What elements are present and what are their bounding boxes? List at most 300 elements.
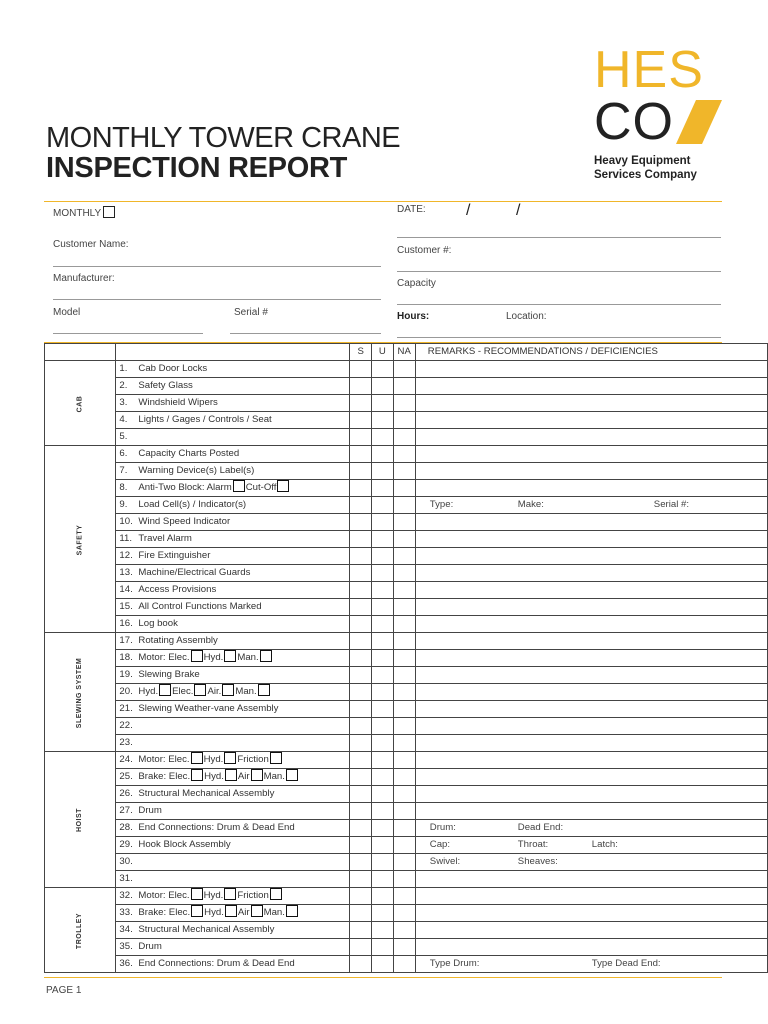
- rating-cell-u[interactable]: [371, 446, 393, 463]
- table-row: [45, 548, 768, 565]
- option-checkbox[interactable]: [225, 905, 237, 917]
- hours-label: Hours:: [397, 311, 430, 322]
- rating-cell-u[interactable]: [371, 939, 393, 956]
- remarks-cell[interactable]: [415, 786, 767, 803]
- remark-label: Type Dead End:: [591, 958, 661, 969]
- inspection-item: [116, 888, 350, 905]
- option-checkbox[interactable]: [286, 905, 298, 917]
- rating-cell-na[interactable]: [393, 633, 415, 650]
- date-label: DATE:: [397, 204, 426, 215]
- hours-location-input[interactable]: [397, 337, 721, 338]
- option-label: Hyd.: [203, 652, 224, 663]
- section-text: SLEWING SYSTEM: [76, 657, 84, 728]
- remarks-cell[interactable]: [415, 582, 767, 599]
- rating-cell-s[interactable]: [350, 650, 372, 667]
- rating-cell-s[interactable]: [350, 599, 372, 616]
- remark-label: Serial #:: [653, 499, 689, 510]
- rating-cell-s[interactable]: [350, 667, 372, 684]
- item-number: 33.: [119, 907, 133, 918]
- section-label-slewing: [45, 633, 116, 752]
- rating-cell-s[interactable]: [350, 616, 372, 633]
- rating-cell-na[interactable]: [393, 531, 415, 548]
- option-checkbox[interactable]: [251, 769, 263, 781]
- rating-cell-na[interactable]: [393, 395, 415, 412]
- section-label-cab: [45, 361, 116, 446]
- option-checkbox[interactable]: [260, 650, 272, 662]
- rating-cell-na[interactable]: [393, 939, 415, 956]
- rating-cell-u[interactable]: [371, 480, 393, 497]
- remark-label: Type Drum:: [429, 958, 480, 969]
- rating-cell-u[interactable]: [371, 956, 393, 973]
- item-label: End Connections: Drum & Dead End: [138, 822, 295, 833]
- rating-cell-s[interactable]: [350, 463, 372, 480]
- rating-cell-u[interactable]: [371, 718, 393, 735]
- rating-cell-s[interactable]: [350, 922, 372, 939]
- capacity-input[interactable]: [397, 304, 721, 305]
- date-input[interactable]: [397, 237, 721, 238]
- rating-cell-u[interactable]: [371, 497, 393, 514]
- table-row: [45, 565, 768, 582]
- table-row: [45, 871, 768, 888]
- rating-cell-na[interactable]: [393, 701, 415, 718]
- manufacturer-label: Manufacturer:: [53, 273, 115, 284]
- inspection-item: [116, 701, 350, 718]
- table-row: [45, 480, 768, 497]
- rating-cell-s[interactable]: [350, 735, 372, 752]
- item-label: Log book: [138, 618, 178, 629]
- table-row: [45, 446, 768, 463]
- rating-cell-na[interactable]: [393, 820, 415, 837]
- rating-cell-na[interactable]: [393, 429, 415, 446]
- rating-cell-na[interactable]: [393, 480, 415, 497]
- remark-label: Dead End:: [517, 822, 564, 833]
- option-label: Air: [237, 771, 250, 782]
- table-row: [45, 752, 768, 769]
- option-checkbox[interactable]: [191, 650, 203, 662]
- inspection-item: [116, 446, 350, 463]
- option-checkbox[interactable]: [258, 684, 270, 696]
- rating-cell-na[interactable]: [393, 922, 415, 939]
- item-label: Slewing Brake: [138, 669, 200, 680]
- remarks-cell[interactable]: [415, 514, 767, 531]
- rating-cell-u[interactable]: [371, 922, 393, 939]
- rating-cell-na[interactable]: [393, 565, 415, 582]
- rating-cell-u[interactable]: [371, 616, 393, 633]
- item-label: Motor: Elec.: [138, 652, 190, 663]
- rating-cell-u[interactable]: [371, 565, 393, 582]
- rating-cell-s[interactable]: [350, 701, 372, 718]
- rating-cell-na[interactable]: [393, 684, 415, 701]
- table-row: [45, 905, 768, 922]
- rating-cell-u[interactable]: [371, 650, 393, 667]
- inspection-item: [116, 395, 350, 412]
- rating-cell-s[interactable]: [350, 854, 372, 871]
- rating-cell-s[interactable]: [350, 769, 372, 786]
- rating-cell-s[interactable]: [350, 718, 372, 735]
- rating-cell-s[interactable]: [350, 531, 372, 548]
- serial-label: Serial #: [234, 307, 268, 318]
- rating-cell-s[interactable]: [350, 565, 372, 582]
- item-number: 24.: [119, 754, 133, 765]
- rating-cell-na[interactable]: [393, 718, 415, 735]
- rating-cell-na[interactable]: [393, 871, 415, 888]
- option-checkbox[interactable]: [224, 752, 236, 764]
- option-label: Hyd.: [203, 754, 224, 765]
- table-header-row: [45, 344, 768, 361]
- rating-cell-s[interactable]: [350, 429, 372, 446]
- item-number: 25.: [119, 771, 133, 782]
- option-label: Man.: [235, 686, 257, 697]
- rating-cell-na[interactable]: [393, 854, 415, 871]
- rating-cell-s[interactable]: [350, 888, 372, 905]
- option-checkbox[interactable]: [270, 888, 282, 900]
- item-number: 13.: [119, 567, 133, 578]
- table-row: [45, 820, 768, 837]
- remarks-cell[interactable]: [415, 463, 767, 480]
- rating-cell-u[interactable]: [371, 361, 393, 378]
- rating-cell-na[interactable]: [393, 412, 415, 429]
- item-label: Load Cell(s) / Indicator(s): [138, 499, 247, 510]
- rating-cell-u[interactable]: [371, 463, 393, 480]
- remarks-cell[interactable]: [415, 922, 767, 939]
- rating-cell-s[interactable]: [350, 939, 372, 956]
- remarks-cell[interactable]: [415, 871, 767, 888]
- inspection-item: [116, 548, 350, 565]
- table-row: [45, 786, 768, 803]
- item-number: 19.: [119, 669, 133, 680]
- date-sep-1: /: [466, 202, 471, 219]
- remarks-cell[interactable]: [415, 497, 767, 514]
- remarks-cell[interactable]: [415, 412, 767, 429]
- remarks-cell[interactable]: [415, 701, 767, 718]
- remarks-cell[interactable]: [415, 752, 767, 769]
- rating-cell-u[interactable]: [371, 429, 393, 446]
- remarks-cell[interactable]: [415, 548, 767, 565]
- inspection-item: [116, 667, 350, 684]
- rating-cell-s[interactable]: [350, 446, 372, 463]
- remarks-cell[interactable]: [415, 820, 767, 837]
- remarks-cell[interactable]: [415, 803, 767, 820]
- inspection-item: [116, 684, 350, 701]
- inspection-item: [116, 939, 350, 956]
- option-checkbox[interactable]: [233, 480, 245, 492]
- inspection-item: [116, 650, 350, 667]
- rating-cell-u[interactable]: [371, 684, 393, 701]
- section-label-hoist: [45, 752, 116, 888]
- item-number: 12.: [119, 550, 133, 561]
- serial-input[interactable]: [230, 333, 381, 334]
- rating-cell-na[interactable]: [393, 769, 415, 786]
- rating-cell-s[interactable]: [350, 820, 372, 837]
- remarks-cell[interactable]: [415, 837, 767, 854]
- inspection-item: [116, 956, 350, 973]
- remark-label: Make:: [517, 499, 544, 510]
- item-label: Rotating Assembly: [138, 635, 218, 646]
- rating-cell-s[interactable]: [350, 378, 372, 395]
- remarks-cell[interactable]: [415, 361, 767, 378]
- rating-cell-u[interactable]: [371, 548, 393, 565]
- item-label: Machine/Electrical Guards: [138, 567, 251, 578]
- option-label: Hyd.: [204, 907, 224, 918]
- remarks-cell[interactable]: [415, 684, 767, 701]
- rating-cell-u[interactable]: [371, 803, 393, 820]
- capacity-label: Capacity: [397, 278, 436, 289]
- item-number: 34.: [119, 924, 133, 935]
- rating-cell-u[interactable]: [371, 871, 393, 888]
- remarks-cell[interactable]: [415, 531, 767, 548]
- rating-cell-s[interactable]: [350, 905, 372, 922]
- table-row: [45, 463, 768, 480]
- rating-cell-s[interactable]: [350, 497, 372, 514]
- option-checkbox[interactable]: [286, 769, 298, 781]
- rating-cell-na[interactable]: [393, 361, 415, 378]
- remarks-cell[interactable]: [415, 378, 767, 395]
- table-row: [45, 412, 768, 429]
- option-checkbox[interactable]: [191, 888, 203, 900]
- rating-cell-na[interactable]: [393, 667, 415, 684]
- inspection-item: [116, 769, 350, 786]
- table-row: [45, 429, 768, 446]
- inspection-item: [116, 514, 350, 531]
- option-label: Man.: [263, 907, 285, 918]
- rating-cell-u[interactable]: [371, 412, 393, 429]
- item-number: 28.: [119, 822, 133, 833]
- remarks-cell[interactable]: [415, 905, 767, 922]
- remarks-cell[interactable]: [415, 854, 767, 871]
- option-checkbox[interactable]: [224, 888, 236, 900]
- remarks-cell[interactable]: [415, 650, 767, 667]
- option-checkbox[interactable]: [224, 650, 236, 662]
- rating-cell-u[interactable]: [371, 531, 393, 548]
- remarks-cell[interactable]: [415, 633, 767, 650]
- customer-number-label: Customer #:: [397, 245, 452, 256]
- rating-cell-u[interactable]: [371, 395, 393, 412]
- item-number: 18.: [119, 652, 133, 663]
- rating-cell-u[interactable]: [371, 854, 393, 871]
- table-row: [45, 667, 768, 684]
- rating-cell-u[interactable]: [371, 735, 393, 752]
- item-number: 22.: [119, 720, 133, 731]
- rating-cell-u[interactable]: [371, 701, 393, 718]
- rating-cell-s[interactable]: [350, 633, 372, 650]
- item-number: 17.: [119, 635, 133, 646]
- rating-cell-na[interactable]: [393, 497, 415, 514]
- rating-cell-na[interactable]: [393, 786, 415, 803]
- rating-cell-na[interactable]: [393, 514, 415, 531]
- rating-cell-na[interactable]: [393, 888, 415, 905]
- remarks-cell[interactable]: [415, 395, 767, 412]
- customer-name-input[interactable]: [53, 266, 381, 267]
- rating-cell-s[interactable]: [350, 752, 372, 769]
- rating-cell-na[interactable]: [393, 582, 415, 599]
- item-number: 11.: [119, 533, 133, 544]
- item-label: Drum: [138, 805, 162, 816]
- option-label: Elec.: [172, 686, 194, 697]
- inspection-item: [116, 820, 350, 837]
- item-number: 30.: [119, 856, 133, 867]
- rating-cell-u[interactable]: [371, 667, 393, 684]
- item-label: Anti-Two Block: Alarm: [138, 482, 232, 493]
- rating-cell-u[interactable]: [371, 582, 393, 599]
- rating-cell-u[interactable]: [371, 769, 393, 786]
- item-number: 14.: [119, 584, 133, 595]
- monthly-checkbox[interactable]: [103, 206, 115, 218]
- item-number: 9.: [119, 499, 128, 510]
- inspection-item: [116, 905, 350, 922]
- customer-number-input[interactable]: [397, 271, 721, 272]
- remark-label: Type:: [429, 499, 454, 510]
- inspection-item: [116, 616, 350, 633]
- section-text: SAFETY: [76, 524, 84, 555]
- logo-line-1: HES: [594, 41, 704, 99]
- col-na-header: NA: [393, 344, 415, 361]
- rating-cell-s[interactable]: [350, 582, 372, 599]
- option-checkbox[interactable]: [277, 480, 289, 492]
- item-number: 23.: [119, 737, 133, 748]
- remarks-cell[interactable]: [415, 888, 767, 905]
- table-row: [45, 531, 768, 548]
- remarks-cell[interactable]: [415, 480, 767, 497]
- table-row: [45, 854, 768, 871]
- option-label: Air.: [207, 686, 222, 697]
- monthly-label: MONTHLY: [53, 208, 102, 219]
- option-checkbox[interactable]: [194, 684, 206, 696]
- item-label: Safety Glass: [138, 380, 193, 391]
- title-line-1: MONTHLY TOWER CRANE: [46, 122, 401, 154]
- option-checkbox[interactable]: [270, 752, 282, 764]
- rating-cell-u[interactable]: [371, 820, 393, 837]
- item-number: 5.: [119, 431, 128, 442]
- inspection-item: [116, 922, 350, 939]
- table-row: [45, 769, 768, 786]
- model-input[interactable]: [53, 333, 203, 334]
- rating-cell-na[interactable]: [393, 650, 415, 667]
- logo-tagline-1: Heavy Equipment: [594, 155, 691, 167]
- option-checkbox[interactable]: [191, 769, 203, 781]
- rating-cell-s[interactable]: [350, 395, 372, 412]
- option-label: Hyd.: [204, 771, 224, 782]
- table-row: [45, 650, 768, 667]
- inspection-item: [116, 531, 350, 548]
- remarks-cell[interactable]: [415, 735, 767, 752]
- rating-cell-na[interactable]: [393, 548, 415, 565]
- option-label: Friction: [237, 754, 269, 765]
- rating-cell-s[interactable]: [350, 412, 372, 429]
- rating-cell-u[interactable]: [371, 378, 393, 395]
- item-label: All Control Functions Marked: [138, 601, 262, 612]
- rating-cell-na[interactable]: [393, 616, 415, 633]
- rating-cell-na[interactable]: [393, 752, 415, 769]
- remarks-cell[interactable]: [415, 599, 767, 616]
- remarks-cell[interactable]: [415, 667, 767, 684]
- option-checkbox[interactable]: [225, 769, 237, 781]
- remarks-cell[interactable]: [415, 565, 767, 582]
- remarks-cell[interactable]: [415, 769, 767, 786]
- rating-cell-u[interactable]: [371, 837, 393, 854]
- col-s-header: S: [350, 344, 372, 361]
- remarks-cell[interactable]: [415, 939, 767, 956]
- item-label: End Connections: Drum & Dead End: [138, 958, 295, 969]
- table-row: [45, 616, 768, 633]
- option-checkbox[interactable]: [191, 905, 203, 917]
- remarks-cell[interactable]: [415, 429, 767, 446]
- top-rule: [44, 201, 722, 202]
- remarks-cell[interactable]: [415, 616, 767, 633]
- table-row: [45, 939, 768, 956]
- rating-cell-u[interactable]: [371, 905, 393, 922]
- inspection-item: [116, 752, 350, 769]
- rating-cell-u[interactable]: [371, 752, 393, 769]
- company-logo: [594, 41, 734, 184]
- rating-cell-s[interactable]: [350, 956, 372, 973]
- rating-cell-s[interactable]: [350, 871, 372, 888]
- customer-name-label: Customer Name:: [53, 239, 129, 250]
- rating-cell-s[interactable]: [350, 514, 372, 531]
- inspection-item: [116, 837, 350, 854]
- table-row: [45, 378, 768, 395]
- title-line-2: INSPECTION REPORT: [46, 152, 348, 184]
- manufacturer-input[interactable]: [53, 299, 381, 300]
- rating-cell-na[interactable]: [393, 599, 415, 616]
- rating-cell-u[interactable]: [371, 786, 393, 803]
- rating-cell-s[interactable]: [350, 837, 372, 854]
- item-number: 7.: [119, 465, 128, 476]
- rating-cell-na[interactable]: [393, 803, 415, 820]
- item-label: Motor: Elec.: [138, 754, 190, 765]
- table-row: [45, 599, 768, 616]
- item-number: 16.: [119, 618, 133, 629]
- remarks-cell[interactable]: [415, 956, 767, 973]
- col-remarks-header: REMARKS - RECOMMENDATIONS / DEFICIENCIES: [415, 344, 767, 361]
- rating-cell-s[interactable]: [350, 803, 372, 820]
- rating-cell-u[interactable]: [371, 514, 393, 531]
- inspection-item: [116, 480, 350, 497]
- remarks-cell[interactable]: [415, 718, 767, 735]
- rating-cell-na[interactable]: [393, 905, 415, 922]
- rating-cell-u[interactable]: [371, 633, 393, 650]
- rating-cell-s[interactable]: [350, 684, 372, 701]
- section-text: TROLLEY: [76, 912, 84, 949]
- logo-line-2: CO: [594, 93, 674, 151]
- option-checkbox[interactable]: [222, 684, 234, 696]
- rating-cell-s[interactable]: [350, 361, 372, 378]
- option-checkbox[interactable]: [191, 752, 203, 764]
- inspection-item: [116, 854, 350, 871]
- rating-cell-s[interactable]: [350, 786, 372, 803]
- option-checkbox[interactable]: [159, 684, 171, 696]
- item-label: Capacity Charts Posted: [138, 448, 240, 459]
- rating-cell-na[interactable]: [393, 446, 415, 463]
- rating-cell-na[interactable]: [393, 735, 415, 752]
- rating-cell-u[interactable]: [371, 888, 393, 905]
- item-number: 10.: [119, 516, 133, 527]
- remark-label: Sheaves:: [517, 856, 558, 867]
- rating-cell-na[interactable]: [393, 463, 415, 480]
- item-label: Brake: Elec.: [138, 771, 191, 782]
- remarks-cell[interactable]: [415, 446, 767, 463]
- inspection-item: [116, 429, 350, 446]
- rating-cell-na[interactable]: [393, 378, 415, 395]
- rating-cell-u[interactable]: [371, 599, 393, 616]
- rating-cell-s[interactable]: [350, 480, 372, 497]
- table-row: [45, 633, 768, 650]
- rating-cell-na[interactable]: [393, 956, 415, 973]
- option-checkbox[interactable]: [251, 905, 263, 917]
- section-label-trolley: [45, 888, 116, 973]
- rating-cell-na[interactable]: [393, 837, 415, 854]
- item-label: Structural Mechanical Assembly: [138, 788, 275, 799]
- rating-cell-s[interactable]: [350, 548, 372, 565]
